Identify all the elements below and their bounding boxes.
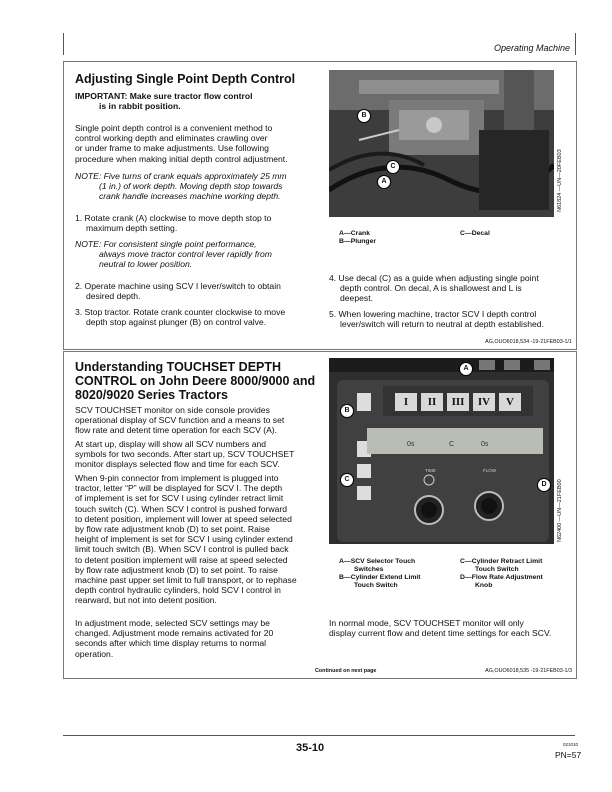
scv-button-4: IV <box>473 393 495 411</box>
callout-c: C <box>340 473 354 487</box>
callout-c: C <box>386 160 400 174</box>
section2-ref: AG,OUO6018,535 -19-21FEB03-1/3 <box>485 668 572 674</box>
callout-a: A <box>459 362 473 376</box>
footer-rule <box>63 735 575 736</box>
header-rule-right <box>575 33 576 55</box>
scv-selector-buttons <box>395 393 521 411</box>
legend-right: C—Decal <box>460 230 490 237</box>
scv-button-5: V <box>499 393 521 411</box>
knob-label-time: TIME <box>425 468 436 473</box>
knob-label-flow: FLOW <box>483 468 496 473</box>
step-1: 1. Rotate crank (A) clockwise to move depth stop to maximum depth setting. <box>75 213 272 234</box>
step-3: 3. Stop tractor. Rotate crank counter clockwise to move depth stop against plunger (B) on control valve. <box>75 307 286 328</box>
para-overview: SCV TOUCHSET monitor on side console provides operational display of SCV function and a means to set flow rate and detent time operation for each SCV (A). <box>75 405 285 436</box>
para-adjustment: In adjustment mode, selected SCV settings may be changed. Adjustment mode remains activated for 20 seconds after which time display returns to normal operation. <box>75 618 274 659</box>
section1-heading: Adjusting Single Point Depth Control <box>75 72 296 86</box>
depth-control-illustration <box>329 70 554 217</box>
header-rule-left <box>63 33 64 55</box>
section-touchset <box>63 351 577 679</box>
touchset-panel-illustration <box>329 358 554 544</box>
display-label-2: 0s <box>481 441 489 448</box>
important-line-1: IMPORTANT: Make sure tractor flow control <box>75 91 253 101</box>
intro-paragraph: Single point depth control is a convenient method to control working depth and eliminates crawling over or under frame to make adjustments. Use following procedure when making initial depth control adjustment. <box>75 123 288 164</box>
header-title: Operating Machine <box>493 43 570 53</box>
continued-note: Continued on next page <box>315 668 377 674</box>
figure2-id: N62400 —UN—21FEB00 <box>557 479 563 542</box>
callout-b: B <box>357 109 371 123</box>
step-5: 5. When lowering machine, tractor SCV I depth control lever/switch will return to neutral at depth established. <box>329 309 544 330</box>
display-label-1: C <box>449 441 455 448</box>
important-line-2: is in rabbit position. <box>99 101 181 111</box>
legend-left: A—SCV Selector Touch Switches B—Cylinder Extend Limit Touch Switch <box>339 558 421 589</box>
note-consistent-performance: NOTE: For consistent single point performance, always move tractor control lever rapidly from neutral to lower position. <box>75 239 272 270</box>
display-label-0: 0s <box>407 441 415 448</box>
legend-left: A—Crank B—Plunger <box>339 230 377 245</box>
step-4: 4. Use decal (C) as a guide when adjusting single point depth control. On decal, A is shallowest and L is deepest. <box>329 273 539 304</box>
callout-b: B <box>340 404 354 418</box>
callout-d: D <box>537 478 551 492</box>
depth-control-photo <box>329 70 554 217</box>
step-2: 2. Operate machine using SCV I lever/switch to obtain desired depth. <box>75 281 281 302</box>
section-depth-control <box>63 61 577 350</box>
callout-a: A <box>377 175 391 189</box>
scv-button-2: II <box>421 393 443 411</box>
para-connector: When 9-pin connector from implement is plugged into tractor, letter “P” will be displayed for SCV I. The depth of implement is set for SCV I using cylinder retract limit touch switch (C). When SCV I control is pushed forward to detent position, implement will lower at speed selected by flow rate adjustment knob (D) to set point. Raise height of implement is set for SCV I using cylinder extend limit touch switch (B). When SCV I control is pulled back to detent position implement will raise at speed selected by flow rate adjustment knob (D) to set point. To raise machine past upper set limit to full transport, or to rephase depth control hydraulic cylinders, hold SCV I control in rearward, but not into detent position. <box>75 473 297 606</box>
para-normal-mode: In normal mode, SCV TOUCHSET monitor will only display current flow and detent time settings for each SCV. <box>329 618 552 639</box>
touchset-panel-photo <box>329 358 554 544</box>
para-startup: At start up, display will show all SCV numbers and symbols for two seconds. After start up, SCV TOUCHSET monitor displays selected flow and time for each SCV. <box>75 439 295 470</box>
page-meta: 021010 <box>563 742 579 747</box>
section1-ref: AG,OUO6018,534 -19-21FEB03-1/1 <box>485 339 572 345</box>
figure1-id: N61824 —UN—20FEB03 <box>557 149 563 212</box>
note-crank-turns: NOTE: Five turns of crank equals approximately 25 mm (1 in.) of work depth. Moving depth stop towards crank handle increases machine working depth. <box>75 171 287 202</box>
scv-button-1: I <box>395 393 417 411</box>
page-pn: PN=57 <box>555 750 582 760</box>
scv-button-3: III <box>447 393 469 411</box>
page-number: 35-10 <box>296 742 325 754</box>
legend-right: C—Cylinder Retract Limit Touch Switch D—Flow Rate Adjustment Knob <box>460 558 543 589</box>
section2-heading: Understanding TOUCHSET DEPTH CONTROL on John Deere 8000/9000 and 8020/9020 Series Tractors <box>75 360 316 402</box>
